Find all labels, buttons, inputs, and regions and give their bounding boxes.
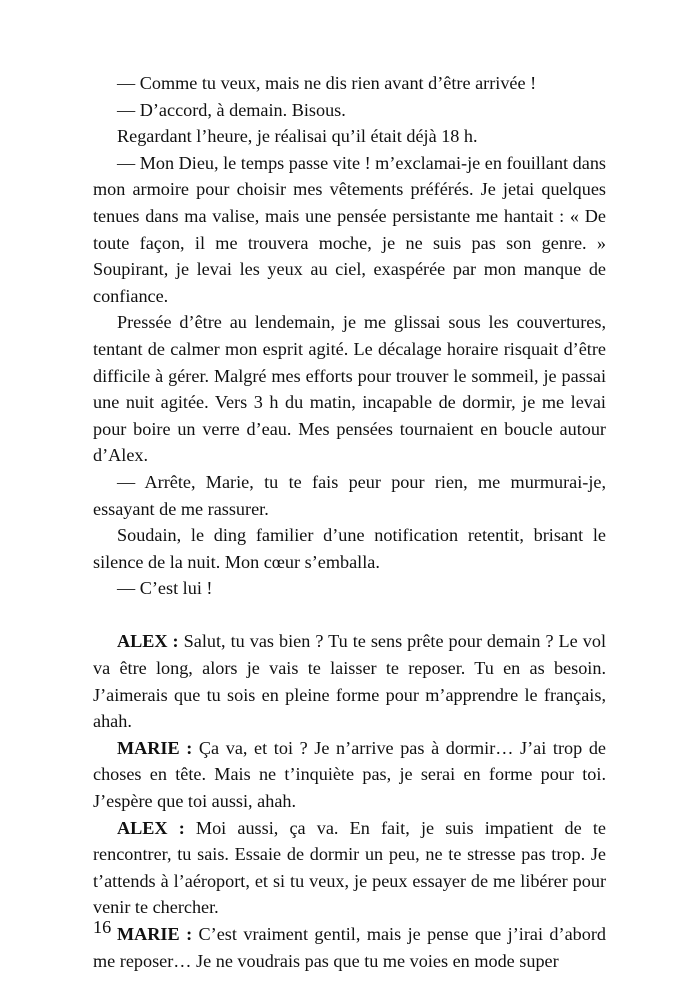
narrative-paragraph: Regardant l’heure, je réalisai qu’il était déjà 18 h. <box>117 126 478 147</box>
narrative-paragraph: Pressée d’être au lendemain, je me glissai sous les couvertures, tentant de calmer mon esprit agité. Le décalage horaire risquait d’être difficile à gérer. Malgré mes efforts pour trouver le sommeil, je passai une nuit agitée. Vers 3 h du matin, incapable de dormir, je me levai pour boire un verre d’eau. Mes pensées tournaient en boucle autour d’Alex. <box>93 312 606 466</box>
chat-message <box>93 735 606 815</box>
dialogue-line: — Comme tu veux, mais ne dis rien avant d’être arrivée ! <box>117 73 537 93</box>
dialogue-line: — Arrête, Marie, tu te fais peur pour rien, me murmurai-je, essayant de me rassurer. <box>93 471 606 519</box>
dialogue-line: — C’est lui ! <box>117 578 213 599</box>
dialogue-line: — D’accord, à demain. Bisous. <box>117 99 346 120</box>
message-text: Ça va, et toi ? Je n’arrive pas à dormir… J’ai trop de choses en tête. Mais ne t’inquiète pas, je serai en forme pour toi. J’espère que toi aussi, ahah. <box>93 737 606 812</box>
chat-message <box>93 815 606 921</box>
speaker-label: MARIE : <box>117 737 193 758</box>
message-text: Salut, tu vas bien ? Tu te sens prête pour demain ? Le vol va être long, alors je vais te laisser te reposer. Tu en as besoin. J’aimerais que tu sois en pleine forme pour m’apprendre le français, ahah. <box>93 631 606 732</box>
message-text: Moi aussi, ça va. En fait, je suis impatient de te rencontrer, tu sais. Essaie de dormir un peu, ne te stresse pas trop. Je t’attends à l’aéroport, et si tu veux, je peux essayer de me libérer pour venir te chercher. <box>93 817 606 918</box>
message-text: C’est vraiment gentil, mais je pense que j’irai d’abord me reposer… Je ne voudrais pas que tu me voies en mode super <box>93 924 606 971</box>
narrative-paragraph: Soudain, le ding familier d’une notification retentit, brisant le silence de la nuit. Mon cœur s’emballa. <box>93 525 606 572</box>
speaker-label: ALEX : <box>117 817 185 838</box>
section-spacer <box>93 602 606 629</box>
speaker-label: MARIE : <box>117 924 193 944</box>
speaker-label: ALEX : <box>117 631 179 652</box>
chat-message <box>93 921 606 974</box>
page-number: 16 <box>93 917 112 937</box>
dialogue-line: — Mon Dieu, le temps passe vite ! m’exclamai-je en fouillant dans mon armoire pour choisir mes vêtements préférés. Je jetai quelques tenues dans ma valise, mais une pensée persistante me hantait : « De toute façon, il me trouvera moche, je ne suis pas son genre. » Soupirant, je levai les yeux au ciel, exaspérée par mon manque de confiance. <box>93 152 606 306</box>
page-body <box>93 70 606 974</box>
chat-message <box>93 628 606 734</box>
